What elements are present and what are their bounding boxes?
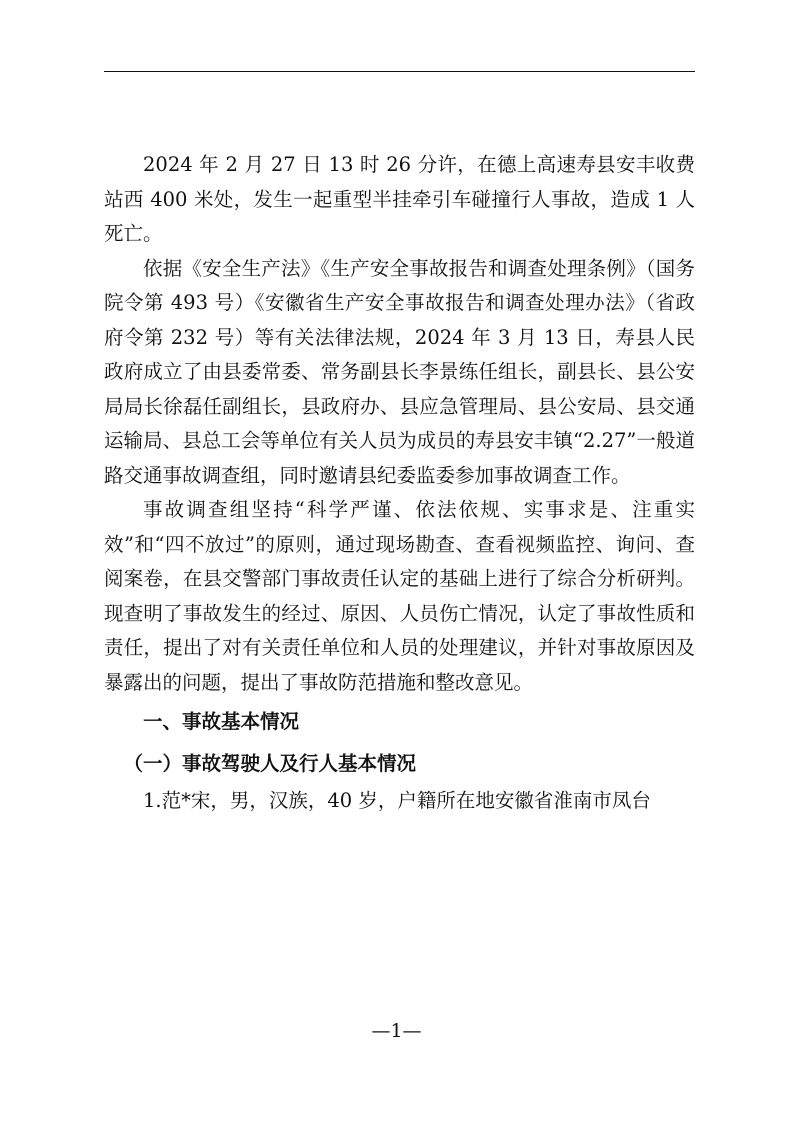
- subsection-heading: （一）事故驾驶人及行人基本情况: [123, 752, 417, 775]
- paragraph-investigation-principles: 事故调查组坚持“科学严谨、依法依规、实事求是、注重实效”和“四不放过”的原则，通过现场勘查、查看视频监控、询问、查阅案卷，在县交警部门事故责任认定的基础上进行了综合分析研判。现查明了事故发生的经过、原因、人员伤亡情况，认定了事故性质和责任，提出了对有关责任单位和人员的处理建议，并针对事故原因及暴露出的问题，提出了事故防范措施和整改意见。: [104, 498, 695, 694]
- header-rule: [104, 71, 695, 72]
- paragraph-item-1: 1.范*宋，男，汉族，40 岁，户籍所在地安徽省淮南市凤台: [143, 789, 651, 812]
- paragraph-accident-summary: 2024 年 2 月 27 日 13 时 26 分许，在德上高速寿县安丰收费站西 400 米处，发生一起重型半挂牵引车碰撞行人事故，造成 1 人死亡。: [104, 153, 695, 245]
- page-number: —1—: [371, 1020, 422, 1042]
- document-body: [104, 148, 695, 819]
- paragraph-investigation-basis: 依据《安全生产法》《生产安全事故报告和调查处理条例》（国务院令第 493 号）《安徽省生产安全事故报告和调查处理办法》（省政府令第 232 号）等有关法律法规，2024 年 3 月 13 日，寿县人民政府成立了由县委常委、常务副县长李景练任组长，副县长、县公安局局长徐磊任副组长，县政府办、县应急管理局、县公安局、县交通运输局、县总工会等单位有关人员为成员的寿县安丰镇“2.27”一般道路交通事故调查组，同时邀请县纪委监委参加事故调查工作。: [104, 256, 695, 487]
- section-heading: 一、事故基本情况: [143, 710, 300, 733]
